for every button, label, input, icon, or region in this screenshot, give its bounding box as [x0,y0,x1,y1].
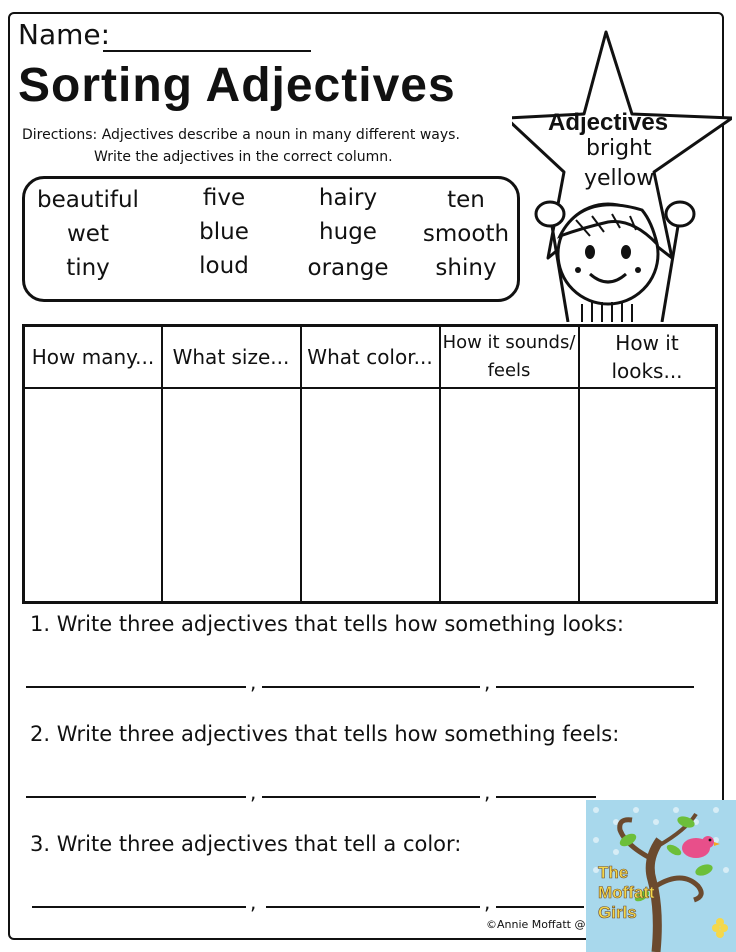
column-answer-area[interactable] [25,389,161,599]
right-hand [666,202,694,226]
copyright-text: ©Annie Moffatt @ [486,918,586,931]
sorting-table [22,324,718,604]
question-1: 1. Write three adjectives that tells how something looks: [30,612,624,636]
kid-face [558,204,658,304]
directions-line-1: Directions: Adjectives describe a noun in many different ways. [22,127,460,143]
page-title: Sorting Adjectives [18,59,456,112]
column-header-what-size: What size... [172,345,290,369]
logo-text-line: The [598,863,629,882]
name-label: Name: [18,18,111,51]
answer-blank[interactable] [266,906,480,908]
answer-blank[interactable] [26,686,246,688]
word-bank [22,176,520,302]
answer-blank[interactable] [496,906,584,908]
comma: , [250,780,257,804]
word-bank-word: hairy [318,185,378,211]
directions [22,124,460,168]
comma: , [484,780,491,804]
word-bank-word: shiny [435,255,497,281]
column-answer-area[interactable] [301,389,439,599]
column-answer-area[interactable] [440,389,578,599]
answer-blank[interactable] [262,686,480,688]
word-bank-word: huge [319,219,377,245]
comma: , [484,890,491,914]
word-bank-word: orange [307,255,389,281]
column-header-how-it-sounds-feels: How it sounds/ feels [442,332,576,381]
column-header-how-it-looks: How it looks... [611,331,683,383]
answer-blank[interactable] [496,796,596,798]
answer-blank[interactable] [262,796,480,798]
word-bank-word: tiny [66,255,110,281]
word-bank-word: blue [199,219,249,245]
column-header-what-color: What color... [307,345,433,369]
word-bank-word: wet [67,221,109,247]
answer-blank[interactable] [32,906,246,908]
column-answer-area[interactable] [579,389,715,599]
word-bank-word: smooth [422,221,510,247]
word-bank-word: ten [447,187,485,213]
comma: , [250,890,257,914]
logo-text-line: Girls [598,903,637,922]
comma: , [484,670,491,694]
word-bank-word: five [202,185,246,211]
question-2: 2. Write three adjectives that tells how something feels: [30,722,620,746]
moffatt-girls-logo [586,800,736,952]
logo-text-line: Moffatt [598,883,655,902]
left-hand [536,202,564,226]
comma: , [250,670,257,694]
star-example-word: yellow [584,166,655,191]
column-header-how-many: How many... [31,345,155,369]
word-bank-word: loud [199,253,249,279]
star-example-word: bright [586,136,652,161]
name-blank[interactable] [103,50,311,52]
directions-line-2: Write the adjectives in the correct column. [94,149,393,165]
star-title: Adjectives [548,109,669,136]
column-answer-area[interactable] [162,389,300,599]
word-bank-word: beautiful [37,187,139,213]
answer-blank[interactable] [26,796,246,798]
question-3: 3. Write three adjectives that tell a color: [30,832,462,856]
answer-blank[interactable] [496,686,694,688]
